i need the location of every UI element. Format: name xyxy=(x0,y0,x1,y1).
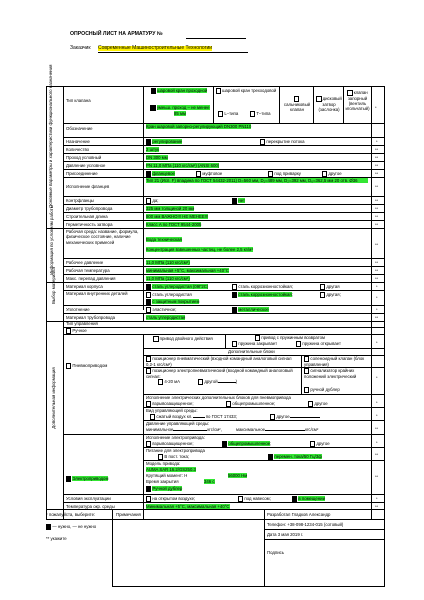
el-explosion[interactable]: взрывозащищенное; xyxy=(146,441,194,447)
section-materials-label: Выбор материала xyxy=(51,267,56,304)
torque-value: 56000 Нм xyxy=(228,473,248,478)
row-label-body: Материал корпуса xyxy=(66,284,103,289)
date: Дата 3 мая 2019 г. xyxy=(267,532,304,537)
required-mark: * xyxy=(376,496,378,501)
row-label-seal: Уплотнение xyxy=(66,307,90,312)
ex-general[interactable]: общепромышленное; xyxy=(226,401,275,407)
ex-other[interactable]: другое xyxy=(308,401,328,407)
purpose-shutoff[interactable]: перекрытие потока xyxy=(260,139,305,145)
required-mark: ** xyxy=(375,171,379,176)
checkbox[interactable] xyxy=(146,441,151,446)
customer-label: Заказчик xyxy=(70,45,91,51)
medium-value-1: Вода техническая xyxy=(146,237,182,242)
model-label: Модель привода: xyxy=(146,461,181,466)
row-label-length: Строительная длина xyxy=(66,214,108,219)
body-other[interactable]: другая xyxy=(320,284,340,290)
use-outdoor[interactable]: на открытом воздухе; xyxy=(146,496,195,502)
required-mark: ** xyxy=(375,222,379,227)
pneumo-double[interactable]: привод двойного действия xyxy=(148,336,218,342)
required-mark: ** xyxy=(375,147,379,152)
valve-sub-t[interactable]: T–типа xyxy=(250,111,271,117)
medium-value-2: Концентрация взвешенных частиц, не более 2,5 кг/м³ xyxy=(146,247,253,252)
control-pneumo[interactable]: Пневмоприводом xyxy=(66,363,107,369)
env-temp-value: Минимальная +5°С, максимальная +40°С xyxy=(146,504,230,509)
power-dc[interactable]: В пост. тока; xyxy=(158,454,189,460)
el-general[interactable]: общепромышленное; xyxy=(222,441,271,447)
row-label-pipe-mat: Материал трубопровода xyxy=(66,315,116,320)
connection-coupling[interactable]: муфтовое xyxy=(196,171,222,177)
phone: Телефон: +38-098-1234-015 (сотовый) xyxy=(267,522,344,527)
torque-label: Крутящий момент: Н xyxy=(146,473,188,478)
ex-label: Исполнение электрических дополнительных блоков для пневмопривода xyxy=(146,395,291,400)
required-mark: ** xyxy=(375,452,379,457)
checkbox[interactable] xyxy=(146,198,151,203)
required-mark: * xyxy=(376,413,378,418)
quantity-value: 2 штук xyxy=(146,147,160,152)
section-main-label: Основные параметры и характеристики функционального назначения xyxy=(48,64,53,208)
manual-dub-pneumo[interactable]: ручной дублер xyxy=(304,387,340,393)
row-label-designation: Обозначение xyxy=(66,126,93,131)
body-carbon[interactable]: сталь углеродистая (09Г2С) xyxy=(146,284,208,290)
length-value: 800 мм ВАЖНО!!! НЕ МЕНЕЕ!!! xyxy=(146,214,209,219)
legend-choose: * пожалуйста, выберите: xyxy=(46,512,96,517)
row-label-tightness: Герметичность затвора xyxy=(66,222,113,227)
required-mark: ** xyxy=(375,163,379,168)
required-mark: ** xyxy=(375,268,379,273)
required-mark: * xyxy=(376,375,378,380)
valve-type-label: Тип клапана xyxy=(66,98,91,103)
checkbox[interactable] xyxy=(146,496,151,501)
power-label: Питание для электропривода xyxy=(146,448,205,453)
checkbox[interactable] xyxy=(320,292,325,297)
checkbox-checked[interactable] xyxy=(146,171,151,176)
flange-exec-value: Тип 21 (Исп. F) впадина по ГОСТ 54432-2011) D=560 мм, D₁=489 мм, D₂=392 мм, D₆=362,5 мм 20 отв. Ø36 xyxy=(146,178,368,183)
required-mark: ** xyxy=(375,426,379,431)
row-label-control: Тип управления xyxy=(66,321,98,326)
use-shed[interactable]: под навесом; xyxy=(238,496,271,502)
positioner-pneumatic[interactable]: позиционер пневматический (входной командный аналоговый сигнал 0,2-1 кгс/см²) xyxy=(146,356,292,367)
row-label-flange-exec: Исполнение фланцев xyxy=(66,184,110,189)
row-label-counterflange: Контрфланцы xyxy=(66,198,94,203)
inner-carbon[interactable]: сталь углеродистая xyxy=(146,292,192,298)
spring-close[interactable]: пружина закрывает xyxy=(232,341,277,347)
checkbox-checked[interactable] xyxy=(232,292,237,297)
solenoid-valve[interactable]: соленоидный клапан (блок управления) xyxy=(304,356,365,367)
checkbox[interactable] xyxy=(260,139,265,144)
checkbox-checked[interactable] xyxy=(268,454,273,459)
ex-explosion[interactable]: взрывозащищенное; xyxy=(146,401,194,407)
inner-other[interactable]: другая; xyxy=(320,292,341,298)
checkbox[interactable] xyxy=(216,88,221,93)
required-mark: * xyxy=(376,440,378,445)
time-value: 346 с xyxy=(204,479,215,484)
checkbox[interactable] xyxy=(146,307,151,312)
checkbox[interactable] xyxy=(196,171,201,176)
checkbox[interactable] xyxy=(296,341,301,346)
power-ac[interactable]: перемен. тока/50 Гц/3ф xyxy=(268,454,322,460)
air-pressure-label: Давление управляющей среды: xyxy=(146,421,210,426)
section-extra-label: Дополнительная информация xyxy=(51,367,56,429)
checkbox[interactable] xyxy=(232,341,237,346)
valve-type-option-gland[interactable]: сальниковый клапан xyxy=(282,96,312,112)
counterflange-no[interactable]: нет xyxy=(232,198,245,204)
row-label-temp: Рабочая температура xyxy=(66,268,110,273)
checkbox[interactable] xyxy=(316,96,321,101)
row-label-env-temp: Температура окр. среды xyxy=(66,504,115,509)
spring-open[interactable]: пружина открывает xyxy=(296,341,341,347)
use-indoor[interactable]: в помещении xyxy=(292,496,325,502)
connection-flange[interactable]: фланцевое xyxy=(146,171,175,177)
checkbox-checked[interactable] xyxy=(146,139,151,144)
required-mark: ** xyxy=(375,242,379,247)
checkbox[interactable] xyxy=(255,335,260,340)
maxp-value: 11,0 МПа (110 кгс/см²) xyxy=(146,276,190,281)
valve-sub-reduced[interactable]: умеьш. проход – не менее 85 мм xyxy=(148,105,212,116)
row-label-pipe-diam: Диаметр трубопровода xyxy=(66,206,113,211)
signal-4-20[interactable]: 4-20 мА xyxy=(158,379,180,385)
control-manual[interactable]: Ручное xyxy=(66,328,87,334)
checkbox-checked[interactable] xyxy=(146,284,151,289)
customer-value: Современные Машиностроительные Технологии xyxy=(98,45,213,51)
valve-type-option-ball[interactable]: шаровой кран проходной xyxy=(146,88,212,94)
checkbox[interactable] xyxy=(198,379,203,384)
medium-label: Рабочая среда: название, формула, физическое состояние, наличие механических примесей xyxy=(66,229,139,245)
pn-value: PN 11,0 МПа (110 кгс/см²) (ANSI 600) xyxy=(146,163,220,168)
checkbox[interactable] xyxy=(322,171,327,176)
air-pressure-min: минимальное кгс/см², xyxy=(146,427,222,432)
checkbox-checked[interactable] xyxy=(146,299,151,304)
limit-switch[interactable]: сигнализатор крайних положений электрический xyxy=(304,368,357,379)
row-label-quantity: Количество xyxy=(66,147,90,152)
required-mark: * xyxy=(376,295,378,300)
required-mark: * xyxy=(376,284,378,289)
required-mark: * xyxy=(376,400,378,405)
row-label-pn: Давление условное xyxy=(66,163,106,168)
control-electro[interactable]: Электроприводом xyxy=(66,476,108,482)
body-stainless[interactable]: сталь коррозионностойкая; xyxy=(232,284,293,290)
checkbox-checked[interactable] xyxy=(146,486,151,491)
checkbox[interactable] xyxy=(158,379,163,384)
checkbox[interactable] xyxy=(232,284,237,289)
checkbox-checked[interactable] xyxy=(232,198,237,203)
form-title: ОПРОСНЫЙ ЛИСТ НА АРМАТУРУ № xyxy=(70,31,163,37)
checkbox[interactable] xyxy=(158,454,163,459)
positioner-electro[interactable]: позиционер электропневматический (входной командный аналоговый сигнал: xyxy=(146,368,293,379)
connection-weld[interactable]: под приварку xyxy=(268,171,301,177)
checkbox-checked[interactable] xyxy=(232,307,237,312)
required-mark: ** xyxy=(375,474,379,479)
dn-value: DN 300 мм xyxy=(146,155,168,160)
row-label-use: Условия эксплуатации xyxy=(66,496,111,501)
checkbox[interactable] xyxy=(150,414,155,419)
counterflange-yes[interactable]: да; xyxy=(146,198,159,204)
required-mark: ** xyxy=(375,198,379,203)
notes-label: Примечания xyxy=(116,512,141,517)
air-pressure-max: максимальное кгс/см² xyxy=(236,427,319,432)
checkbox-checked xyxy=(46,524,51,529)
connection-other[interactable]: другое xyxy=(322,171,342,177)
legend-specify: ** укажите xyxy=(46,536,67,541)
required-mark: ** xyxy=(375,260,379,265)
checkbox-checked[interactable] xyxy=(151,88,156,93)
row-label-inner: Материал внутренних деталей xyxy=(66,291,128,296)
checkbox-checked[interactable] xyxy=(222,441,227,446)
signal-other[interactable]: другой ) xyxy=(198,379,237,385)
checkbox[interactable] xyxy=(146,401,151,406)
time-label: Время закрытия xyxy=(146,479,179,484)
el-exec-label: Исполнение электропривода: xyxy=(146,435,205,440)
seal-elastic[interactable]: эластичное; xyxy=(146,307,177,313)
required-mark: * xyxy=(375,105,377,110)
checkbox[interactable] xyxy=(226,401,231,406)
checkbox-checked[interactable] xyxy=(66,476,71,481)
checkbox[interactable] xyxy=(238,496,243,501)
row-label-connection: Присоединение xyxy=(66,171,98,176)
required-mark: * xyxy=(376,307,378,312)
row-label-purpose: Назначение xyxy=(66,139,90,144)
temp-value: минимальная +5°С, максимальная +40°С xyxy=(146,268,229,273)
section-conditions-label: Информация по условиям работы xyxy=(49,205,54,275)
required-mark: ** xyxy=(375,206,379,211)
row-label-maxp: Макс. перепад давления xyxy=(66,276,116,281)
required-mark: * xyxy=(376,340,378,345)
required-mark: * xyxy=(376,139,378,144)
pipe-diam-value: 325 мм толщиной 20 мм xyxy=(146,206,195,211)
signature-label: Подпись xyxy=(267,550,285,555)
checkbox[interactable] xyxy=(268,171,273,176)
valve-type-option-three-way[interactable]: шаровой кран трехходовой xyxy=(215,88,277,94)
required-mark: ** xyxy=(375,276,379,281)
required-mark: ** xyxy=(375,155,379,160)
checkbox[interactable] xyxy=(250,111,255,116)
developer: Разработал Гладков Александр xyxy=(267,512,331,517)
inner-stainless[interactable]: сталь коррозионностойкая; xyxy=(232,292,293,298)
checkbox[interactable] xyxy=(66,363,71,368)
checkbox[interactable] xyxy=(320,284,325,289)
required-mark: ** xyxy=(375,214,379,219)
row-label-dn: Проход условный xyxy=(66,155,102,160)
row-label-pressure: Рабочее давление xyxy=(66,260,104,265)
inner-coating[interactable]: с защитным покрытием xyxy=(146,299,199,305)
valve-sub-l[interactable]: L–типа xyxy=(218,111,238,117)
el-other[interactable]: другое xyxy=(310,441,330,447)
checkbox[interactable] xyxy=(310,441,315,446)
required-mark: ** xyxy=(375,504,379,509)
checkbox[interactable] xyxy=(270,414,275,419)
valve-type-option-disk[interactable]: дисковый затвор (заслонка) xyxy=(314,96,344,112)
checkbox[interactable] xyxy=(153,336,158,341)
required-mark: ** xyxy=(375,184,379,189)
checkbox-checked[interactable] xyxy=(150,105,155,110)
air-other[interactable]: другое xyxy=(270,414,320,420)
model-value: AUMA SAR 16.2/GS250.3 xyxy=(146,467,196,472)
checkbox[interactable] xyxy=(66,328,71,333)
extra-blocks-label: Дополнительные блоки xyxy=(228,349,275,354)
checkbox-checked[interactable] xyxy=(292,496,297,501)
designation-value: Кран шаровой запорно-регулирующий DN300 PN110 xyxy=(146,124,252,129)
checkbox[interactable] xyxy=(218,111,223,116)
valve-type-option-needle[interactable]: клапан запорный (вентиль игольчатый) xyxy=(345,90,370,112)
legend-need: — нужно, — не нужно xyxy=(46,524,96,530)
tightness-value: Класс A по ГОСТ 9544-2005 xyxy=(146,222,202,227)
required-mark: ** xyxy=(375,315,379,320)
purpose-regulation[interactable]: регулирование xyxy=(146,139,182,145)
pressure-value: 11,0 МПа (110 кгс/см²) xyxy=(146,260,190,265)
air-compressed[interactable]: сжатый воздух кл. по ГОСТ 17433; xyxy=(150,414,237,420)
air-label: Вид управляющей среды: xyxy=(146,408,198,413)
checkbox[interactable] xyxy=(304,387,309,392)
seal-metal[interactable]: металлическое xyxy=(232,307,269,313)
manual-dub-electro[interactable]: Ручной дублер xyxy=(146,486,182,492)
checkbox[interactable] xyxy=(146,292,151,297)
pneumo-spring[interactable]: привод с пружинным возвратом xyxy=(255,335,325,341)
pipe-mat-value: сталь углеродистая xyxy=(146,315,186,320)
checkbox[interactable] xyxy=(308,401,313,406)
